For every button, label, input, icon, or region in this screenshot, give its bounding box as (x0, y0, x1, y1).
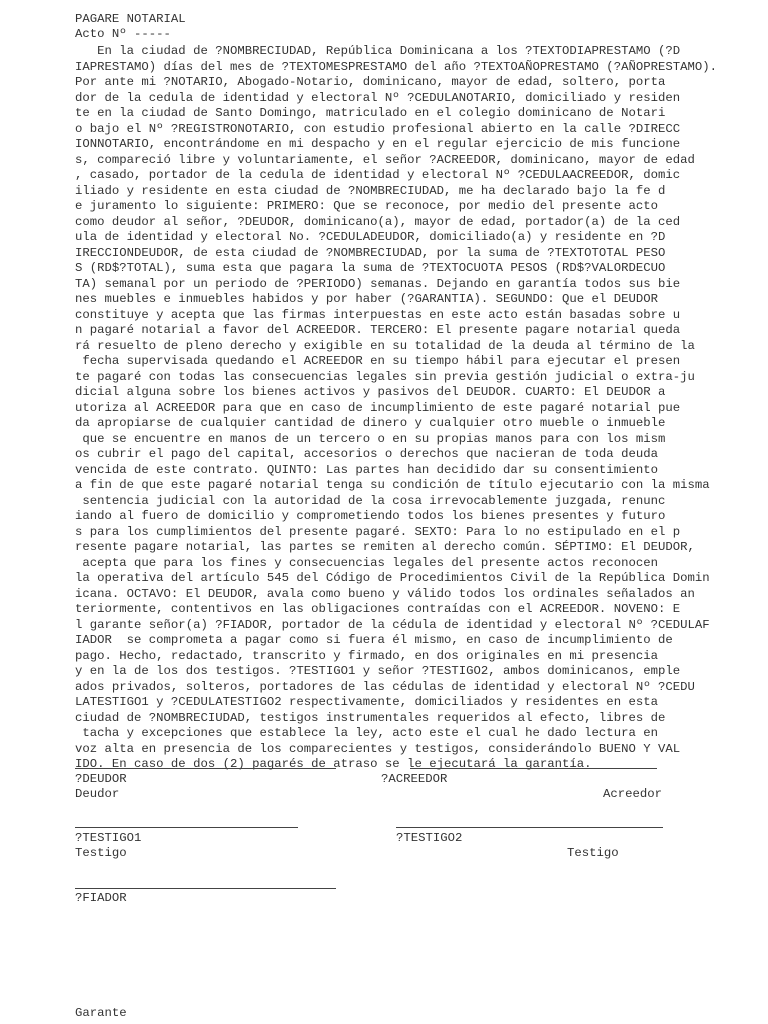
testigo1-name: ?TESTIGO1 (75, 831, 142, 845)
body-line: te en la ciudad de Santo Domingo, matriculado en el colegio dominicano de Notari (75, 106, 666, 120)
body-line: IADOR se comprometa a pagar como si fuera él mismo, en caso de incumplimiento de (75, 633, 673, 647)
body-line: TA) semanal por un periodo de ?PERIODO) semanas. Dejando en garantía todos sus bie (75, 276, 681, 291)
body-line: y en la de los dos testigos. ?TESTIGO1 y señor ?TESTIGO2, ambos dominicanos, emple (75, 664, 681, 678)
body-line: IAPRESTAMO) días del mes de ?TEXTOMESPRESTAMO del año ?TEXTOAÑOPRESTAMO (?AÑOPRESTAMO). (75, 59, 718, 74)
body-line: iliado y residente en esta ciudad de ?NOMBRECIUDAD, me ha declarado bajo la fe d (75, 183, 666, 198)
body-line: fecha supervisada quedando el ACREEDOR en su tiempo hábil para ejecutar el presen (75, 354, 681, 368)
body-line: l garante señor(a) ?FIADOR, portador de la cédula de identidad y electoral Nº ?CEDULAF (75, 617, 710, 632)
body-line: que se encuentre en manos de un tercero o en su propias manos para con los mism (75, 431, 666, 446)
body-line: os cubrir el pago del capital, accesorios o derechos que nacieran de toda deuda (75, 447, 658, 461)
body-line: vencida de este contrato. QUINTO: Las partes han decidido dar su consentimiento (75, 462, 658, 477)
body-line: IDO. En caso de dos (2) pagarés de atraso se le ejecutará la garantía. (75, 757, 592, 771)
testigo2-name: ?TESTIGO2 (396, 831, 463, 845)
body-line: sentencia judicial con la autoridad de la cosa irrevocablemente juzgada, renunc (75, 493, 666, 508)
act-number: Acto Nº ----- (75, 27, 171, 41)
body-line: LATESTIGO1 y ?CEDULATESTIGO2 respectivamente, domiciliados y residentes en esta (75, 695, 658, 709)
body-line: Por ante mi ?NOTARIO, Abogado-Notario, dominicano, mayor de edad, soltero, porta (75, 75, 666, 89)
body-line: , casado, portador de la cedula de identidad y electoral Nº ?CEDULAACREEDOR, domic (75, 168, 681, 182)
fiador-signature-line (75, 888, 336, 889)
deudor-role: Deudor (75, 787, 120, 801)
body-line: teriormente, contentivos en las obligaciones contraídas con el ACREEDOR. NOVENO: E (75, 602, 681, 616)
body-line: pago. Hecho, redactado, transcrito y firmado, en dos originales en mi presencia (75, 648, 658, 663)
body-line: como deudor al señor, ?DEUDOR, dominicano(a), mayor de edad, portador(a) de la ced (75, 214, 681, 229)
body-line: n pagaré notarial a favor del ACREEDOR. TERCERO: El presente pagare notarial queda (75, 323, 681, 337)
body-line: iando al fuero de domicilio y comprometiendo todos los bienes presentes y futuro (75, 509, 666, 523)
body-line: e juramento lo siguiente: PRIMERO: Que se reconoce, por medio del presente acto (75, 199, 658, 213)
body-line: dor de la cedula de identidad y electoral Nº ?CEDULANOTARIO, domiciliado y residen (75, 90, 681, 105)
body-line: ciudad de ?NOMBRECIUDAD, testigos instrumentales requeridos al efecto, libres de (75, 710, 666, 725)
body-line: ula de identidad y electoral No. ?CEDULADEUDOR, domiciliado(a) y residente en ?D (75, 230, 666, 244)
acreedor-signature-line (410, 768, 657, 769)
acreedor-name: ?ACREEDOR (381, 772, 448, 786)
body-line: constituye y acepta que las firmas interpuestas en este acto están basadas sobre u (75, 307, 681, 322)
fiador-name: ?FIADOR (75, 891, 127, 905)
fiador-role: Garante (75, 1006, 127, 1020)
body-line: En la ciudad de ?NOMBRECIUDAD, República Dominicana a los ?TEXTODIAPRESTAMO (?D (75, 44, 681, 58)
body-line: icana. OCTAVO: El DEUDOR, avala como bueno y válido todos los ordinales señalados an (75, 586, 695, 601)
body-line: S (RD$?TOTAL), suma esta que pagara la suma de ?TEXTOCUOTA PESOS (RD$?VALORDECUO (75, 261, 666, 275)
body-line: rá resuelto de pleno derecho y exigible en su totalidad de la deuda al término de la (75, 338, 695, 353)
body-line: IONNOTARIO, encontrándome en mi despacho y en el regular ejercicio de mis funcione (75, 137, 681, 151)
body-line: tacha y excepciones que establece la ley, acto este el cual he dado lectura en (75, 726, 658, 740)
body-line: resente pagare notarial, las partes se remiten al derecho común. SÉPTIMO: El DEUDOR, (75, 540, 695, 554)
body-line: IRECCIONDEUDOR, de esta ciudad de ?NOMBRECIUDAD, por la suma de ?TEXTOTOTAL PESO (75, 245, 666, 260)
testigo2-role: Testigo (567, 846, 619, 860)
testigo2-signature-line (396, 827, 663, 828)
body-line: s, compareció libre y voluntariamente, el señor ?ACREEDOR, dominicano, mayor de edad (75, 152, 695, 167)
testigo1-signature-line (75, 827, 298, 828)
body-line: ados privados, solteros, portadores de las cédulas de identidad y electoral Nº ?CEDU (75, 679, 695, 694)
body-line: o bajo el Nº ?REGISTRONOTARIO, con estudio profesional abierto en la calle ?DIRECC (75, 121, 681, 136)
document-title: PAGARE NOTARIAL (75, 12, 186, 26)
acreedor-role: Acreedor (603, 787, 663, 801)
testigo1-role: Testigo (75, 846, 127, 860)
body-line: acepta que para los fines y consecuencias legales del presente actos reconocen (75, 555, 658, 570)
deudor-name: ?DEUDOR (75, 772, 127, 786)
body-line: dicial alguna sobre los bienes activos y pasivos del DEUDOR. CUARTO: El DEUDOR a (75, 385, 666, 399)
body-line: utoriza al ACREEDOR para que en caso de incumplimiento de este pagaré notarial pue (75, 400, 681, 415)
deudor-signature-line (75, 768, 336, 769)
body-line: a fin de que este pagaré notarial tenga su condición de título ejecutario con la misma (75, 478, 710, 492)
body-line: nes muebles e inmuebles habidos y por haber (?GARANTIA). SEGUNDO: Que el DEUDOR (75, 292, 658, 306)
body-line: s para los cumplimientos del presente pagaré. SEXTO: Para lo no estipulado en el p (75, 524, 681, 539)
body-line: la operativa del artículo 545 del Código de Procedimientos Civil de la República Domin (75, 571, 710, 585)
body-line: te pagaré con todas las consecuencias legales sin previa gestión judicial o extra-ju (75, 369, 695, 384)
body-line: da apropiarse de cualquier cantidad de dinero y cualquier otro mueble o inmueble (75, 416, 666, 430)
body-line: voz alta en presencia de los comparecientes y testigos, considerándolo BUENO Y VAL (75, 741, 681, 756)
